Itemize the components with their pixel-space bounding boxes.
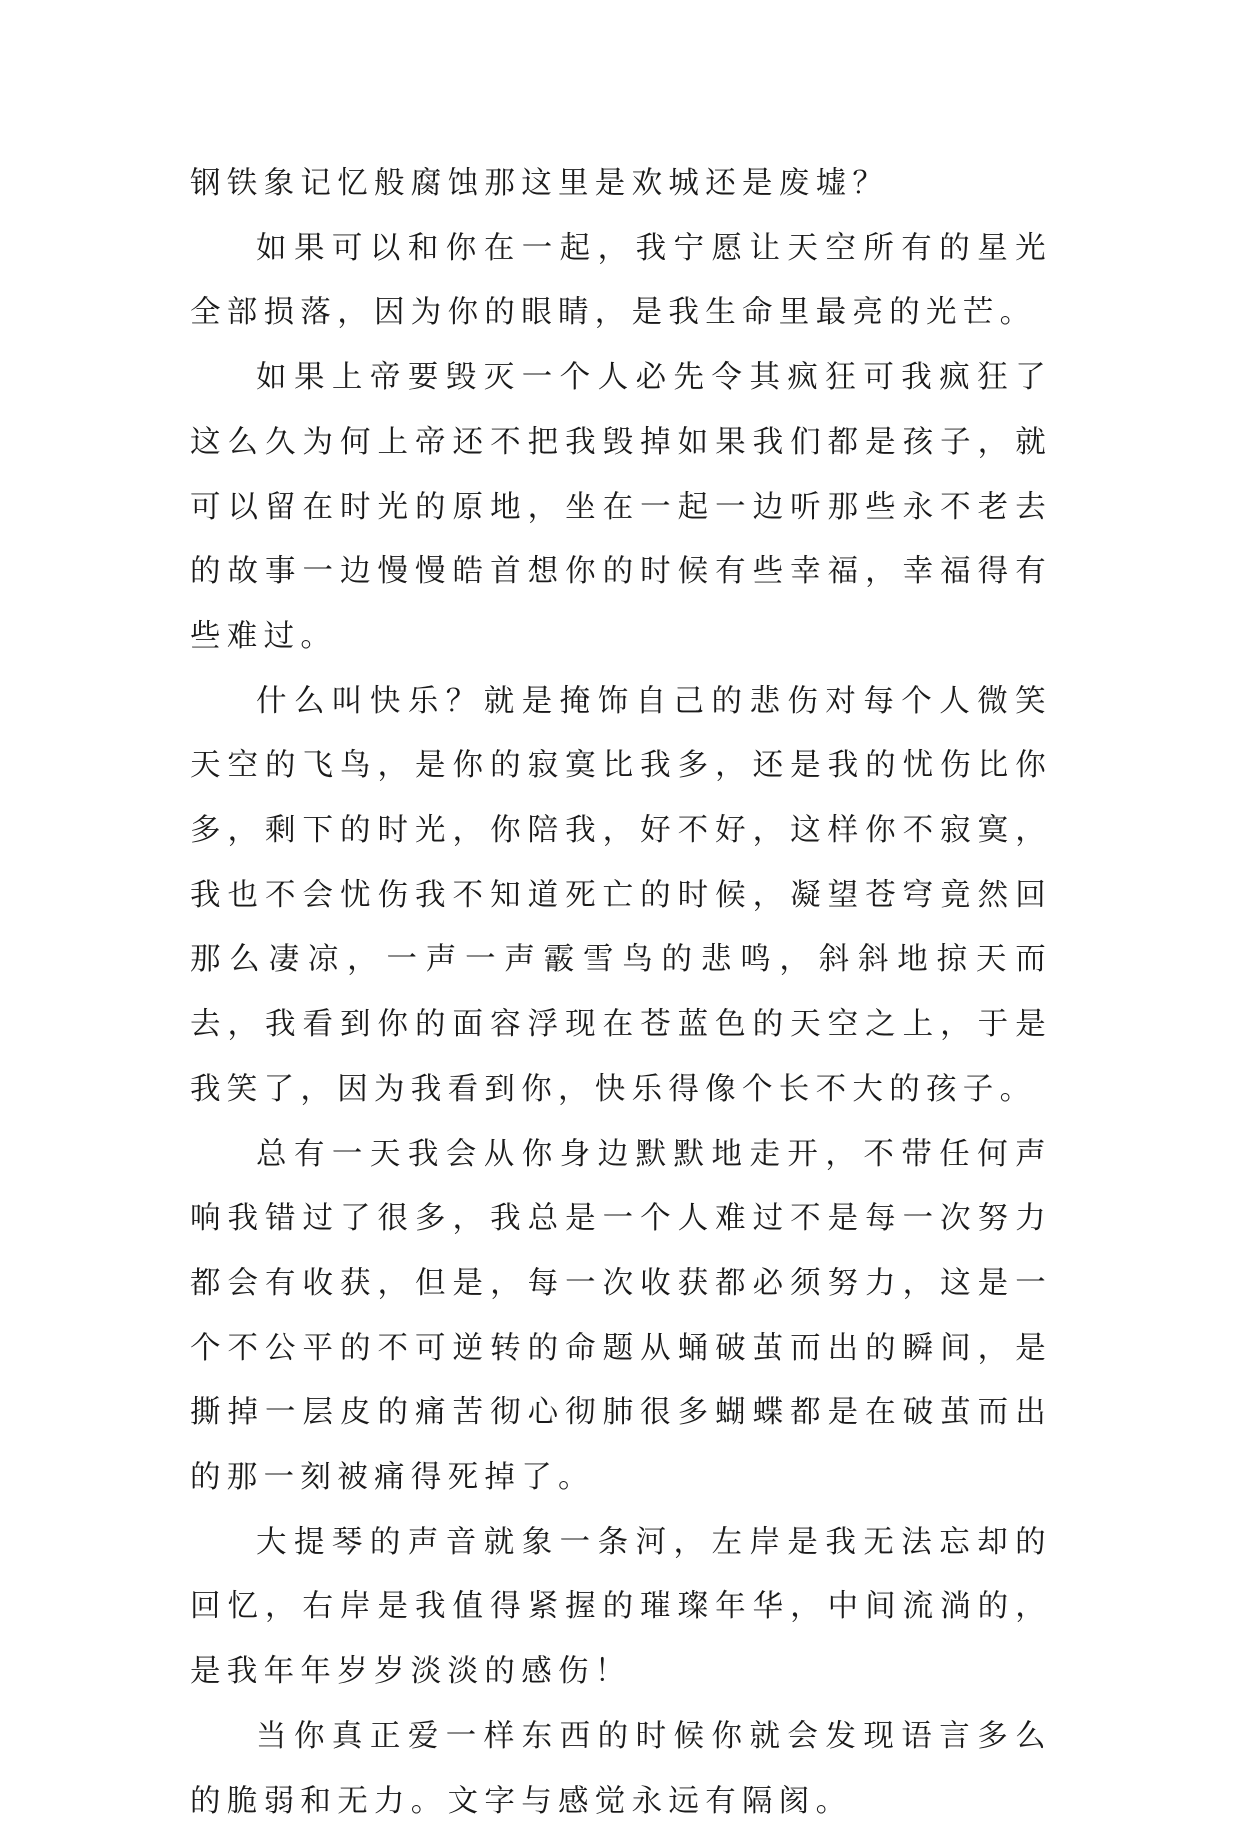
paragraph: 如果上帝要毁灭一个人必先令其疯狂可我疯狂了这么久为何上帝还不把我毁掉如果我们都是孩子，就可以留在时光的原地，坐在一起一边听那些永不老去的故事一边慢慢皓首想你的时候有些幸福，幸福得有些难过。 (190, 360, 1052, 654)
paragraph: 什么叫快乐？就是掩饰自己的悲伤对每个人微笑天空的飞鸟，是你的寂寞比我多，还是我的忧伤比你多，剩下的时光，你陪我，好不好，这样你不寂寞，我也不会忧伤我不知道死亡的时候，凝望苍穹竟然回那么凄凉，一声一声霰雪鸟的悲鸣，斜斜地掠天而去，我看到你的面容浮现在苍蓝色的天空之上，于是我笑了，因为我看到你，快乐得像个长不大的孩子。 (190, 683, 1052, 1107)
document-body (190, 152, 1052, 1834)
paragraph: 大提琴的声音就象一条河，左岸是我无法忘却的回忆，右岸是我值得紧握的璀璨年华，中间流淌的，是我年年岁岁淡淡的感伤！ (190, 1524, 1052, 1690)
paragraph: 总有一天我会从你身边默默地走开，不带任何声响我错过了很多，我总是一个人难过不是每一次努力都会有收获，但是，每一次收获都必须努力，这是一个不公平的不可逆转的命题从蛹破茧而出的瞬间，是撕掉一层皮的痛苦彻心彻肺很多蝴蝶都是在破茧而出的那一刻被痛得死掉了。 (190, 1136, 1052, 1496)
paragraph-continued: 钢铁象记忆般腐蚀那这里是欢城还是废墟？ (190, 166, 890, 201)
paragraph: 如果可以和你在一起，我宁愿让天空所有的星光全部损落，因为你的眼睛，是我生命里最亮的光芒。 (190, 230, 1052, 331)
paragraph: 当你真正爱一样东西的时候你就会发现语言多么的脆弱和无力。文字与感觉永远有隔阂。 (190, 1718, 1052, 1819)
